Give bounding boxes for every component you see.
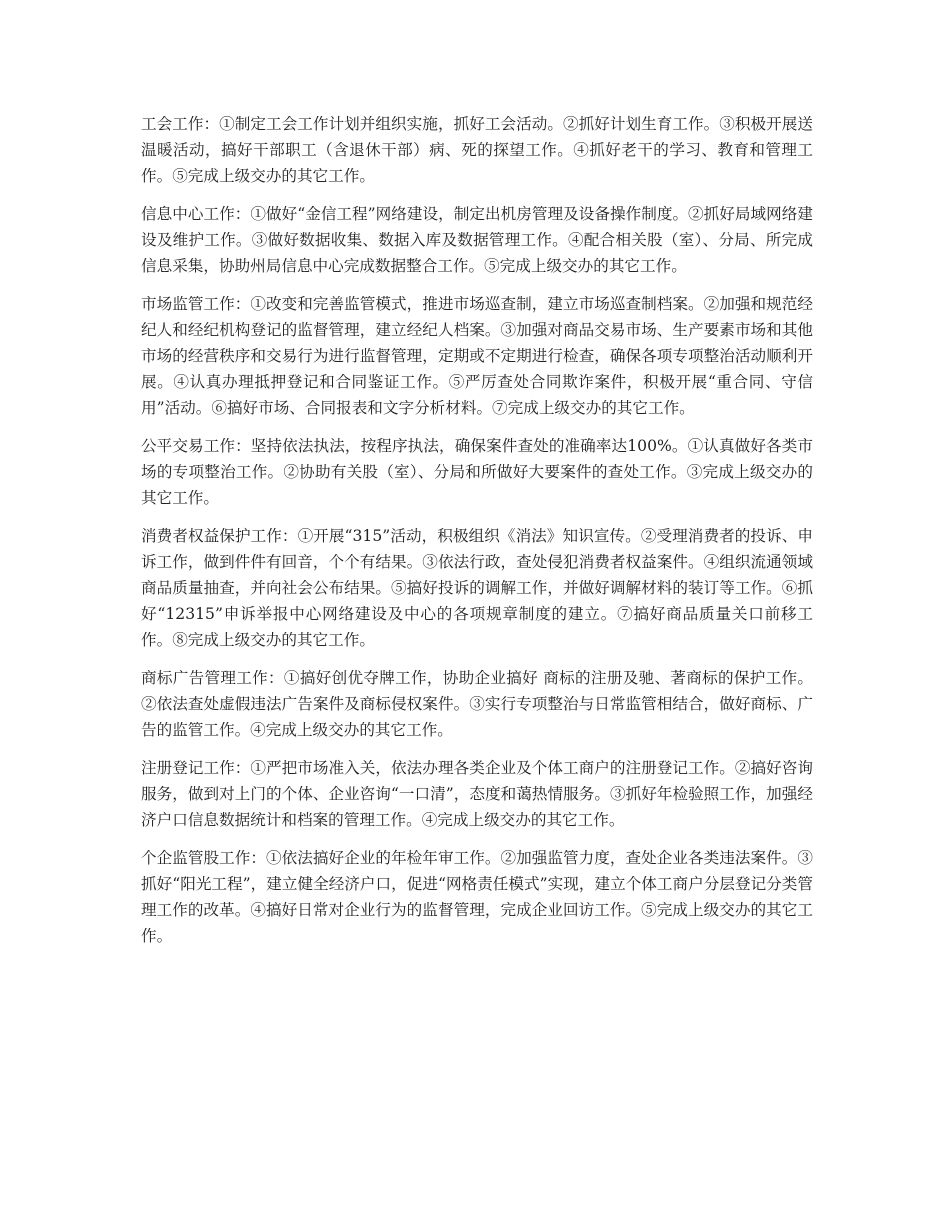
paragraph-info-center-work: 信息中心工作：①做好“金信工程”网络建设，制定出机房管理及设备操作制度。②抓好局域网络建设及维护工作。③做好数据收集、数据入库及数据管理工作。④配合相关股（室）、分局、所完成信息采集，协助州局信息中心完成数据整合工作。⑤完成上级交办的其它工作。 xyxy=(141,205,813,275)
paragraph-consumer-protection-work: 消费者权益保护工作：①开展“315”活动，积极组织《消法》知识宣传。②受理消费者的投诉、申诉工作，做到件件有回音，个个有结果。③依法行政，查处侵犯消费者权益案件。④组织流通领域商品质量抽查，并向社会公布结果。⑤搞好投诉的调解工作，并做好调解材料的装订等工作。⑥抓好“12315”申诉举报中心网络建设及中心的各项规章制度的建立。⑦搞好商品质量关口前移工作。⑧完成上级交办的其它工作。 xyxy=(141,527,813,649)
paragraph-trademark-advertising-work: 商标广告管理工作：①搞好创优夺牌工作，协助企业搞好 商标的注册及驰、著商标的保护工作。②依法查处虚假违法广告案件及商标侵权案件。③实行专项整治与日常监管相结合，做好商标、广告的监管工作。④完成上级交办的其它工作。 xyxy=(141,669,813,739)
paragraph-market-supervision-work: 市场监管工作：①改变和完善监管模式，推进市场巡查制，建立市场巡查制档案。②加强和规范经纪人和经纪机构登记的监督管理，建立经纪人档案。③加强对商品交易市场、生产要素市场和其他市场的经营秩序和交易行为进行监督管理，定期或不定期进行检查，确保各项专项整治活动顺利开展。④认真办理抵押登记和合同鉴证工作。⑤严厉查处合同欺诈案件，积极开展“重合同、守信用”活动。⑥搞好市场、合同报表和文字分析材料。⑦完成上级交办的其它工作。 xyxy=(141,295,813,417)
paragraph-registration-work: 注册登记工作：①严把市场准入关，依法办理各类企业及个体工商户的注册登记工作。②搞好咨询服务，做到对上门的个体、企业咨询“一口清”，态度和蔼热情服务。③抓好年检验照工作，加强经济户口信息数据统计和档案的管理工作。④完成上级交办的其它工作。 xyxy=(141,759,813,829)
paragraph-enterprise-supervision-work: 个企监管股工作：①依法搞好企业的年检年审工作。②加强监管力度，查处企业各类违法案件。③抓好“阳光工程”，建立健全经济户口，促进“网格责任模式”实现，建立个体工商户分层登记分类管理工作的改革。④搞好日常对企业行为的监督管理，完成企业回访工作。⑤完成上级交办的其它工作。 xyxy=(141,849,813,945)
document-body xyxy=(141,111,813,961)
paragraph-fair-trade-work: 公平交易工作：坚持依法执法，按程序执法，确保案件查处的准确率达100%。①认真做好各类市场的专项整治工作。②协助有关股（室）、分局和所做好大要案件的查处工作。③完成上级交办的其它工作。 xyxy=(141,437,813,507)
paragraph-union-work: 工会工作：①制定工会工作计划并组织实施，抓好工会活动。②抓好计划生育工作。③积极开展送温暖活动，搞好干部职工（含退休干部）病、死的探望工作。④抓好老干的学习、教育和管理工作。⑤完成上级交办的其它工作。 xyxy=(141,115,813,185)
